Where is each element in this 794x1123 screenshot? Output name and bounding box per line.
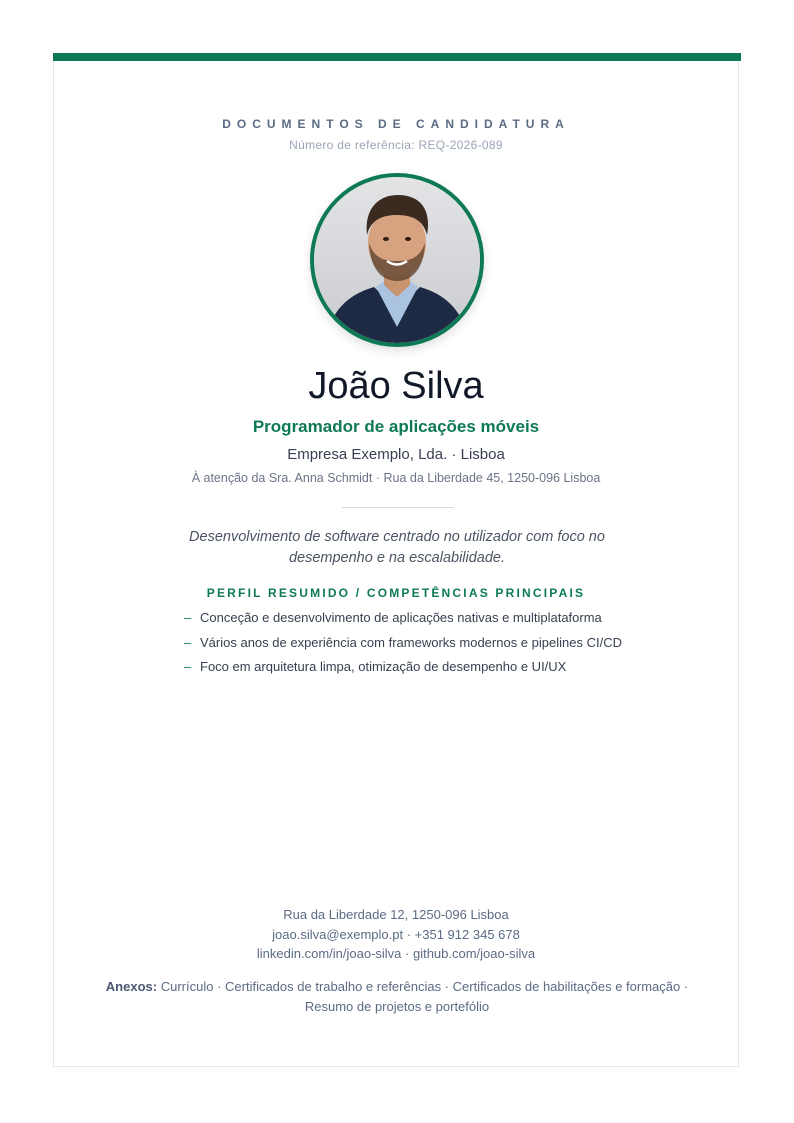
annexes-label: Anexos: (105, 979, 158, 994)
annexes (94, 977, 700, 1016)
skill-text: Foco em arquitetura limpa, otimização de desempenho e UI/UX (200, 659, 567, 674)
annexes-text: Currículo · Certificados de trabalho e referências · Certificados de habilitações e formação · Resumo de projetos e portefólio (160, 979, 689, 1014)
list-item (184, 658, 704, 683)
list-item (184, 634, 704, 659)
profile-photo-icon (314, 177, 480, 343)
contact-email-phone[interactable]: joao.silva@exemplo.pt · +351 912 345 678 (272, 926, 520, 942)
dash-bullet: – (184, 659, 192, 674)
contact-address: Rua da Liberdade 12, 1250-096 Lisboa (283, 907, 509, 922)
divider (342, 507, 454, 508)
dash-bullet: – (184, 610, 192, 625)
contact-links[interactable]: linkedin.com/in/joao-silva · github.com/joao-silva (256, 946, 536, 961)
profile-photo-frame (310, 173, 484, 347)
dash-bullet: – (184, 634, 192, 650)
tagline: Desenvolvimento de software centrado no utilizador com foco no desempenho e na escalabilidade. (189, 529, 605, 566)
skill-text: Vários anos de experiência com frameworks modernos e pipelines CI/CD (200, 634, 622, 650)
company-location: Empresa Exemplo, Lda. · Lisboa (287, 446, 505, 463)
skill-text: Conceção e desenvolvimento de aplicações nativas e multiplataforma (200, 610, 602, 625)
document-page (53, 53, 739, 1067)
skills-list (184, 609, 704, 683)
accent-bar (53, 53, 741, 61)
profile-section-title: PERFIL RESUMIDO / COMPETÊNCIAS PRINCIPAIS (206, 586, 586, 600)
reference-number: Número de referência: REQ-2026-089 (289, 138, 503, 152)
attention-line: À atenção da Sra. Anna Schmidt · Rua da Liberdade 45, 1250-096 Lisboa (191, 471, 601, 485)
candidate-role: Programador de aplicações móveis (252, 417, 540, 436)
contact-block (54, 905, 738, 964)
document-title: DOCUMENTOS DE CANDIDATURA (222, 117, 570, 131)
list-item (184, 609, 704, 634)
candidate-name: João Silva (308, 365, 484, 407)
